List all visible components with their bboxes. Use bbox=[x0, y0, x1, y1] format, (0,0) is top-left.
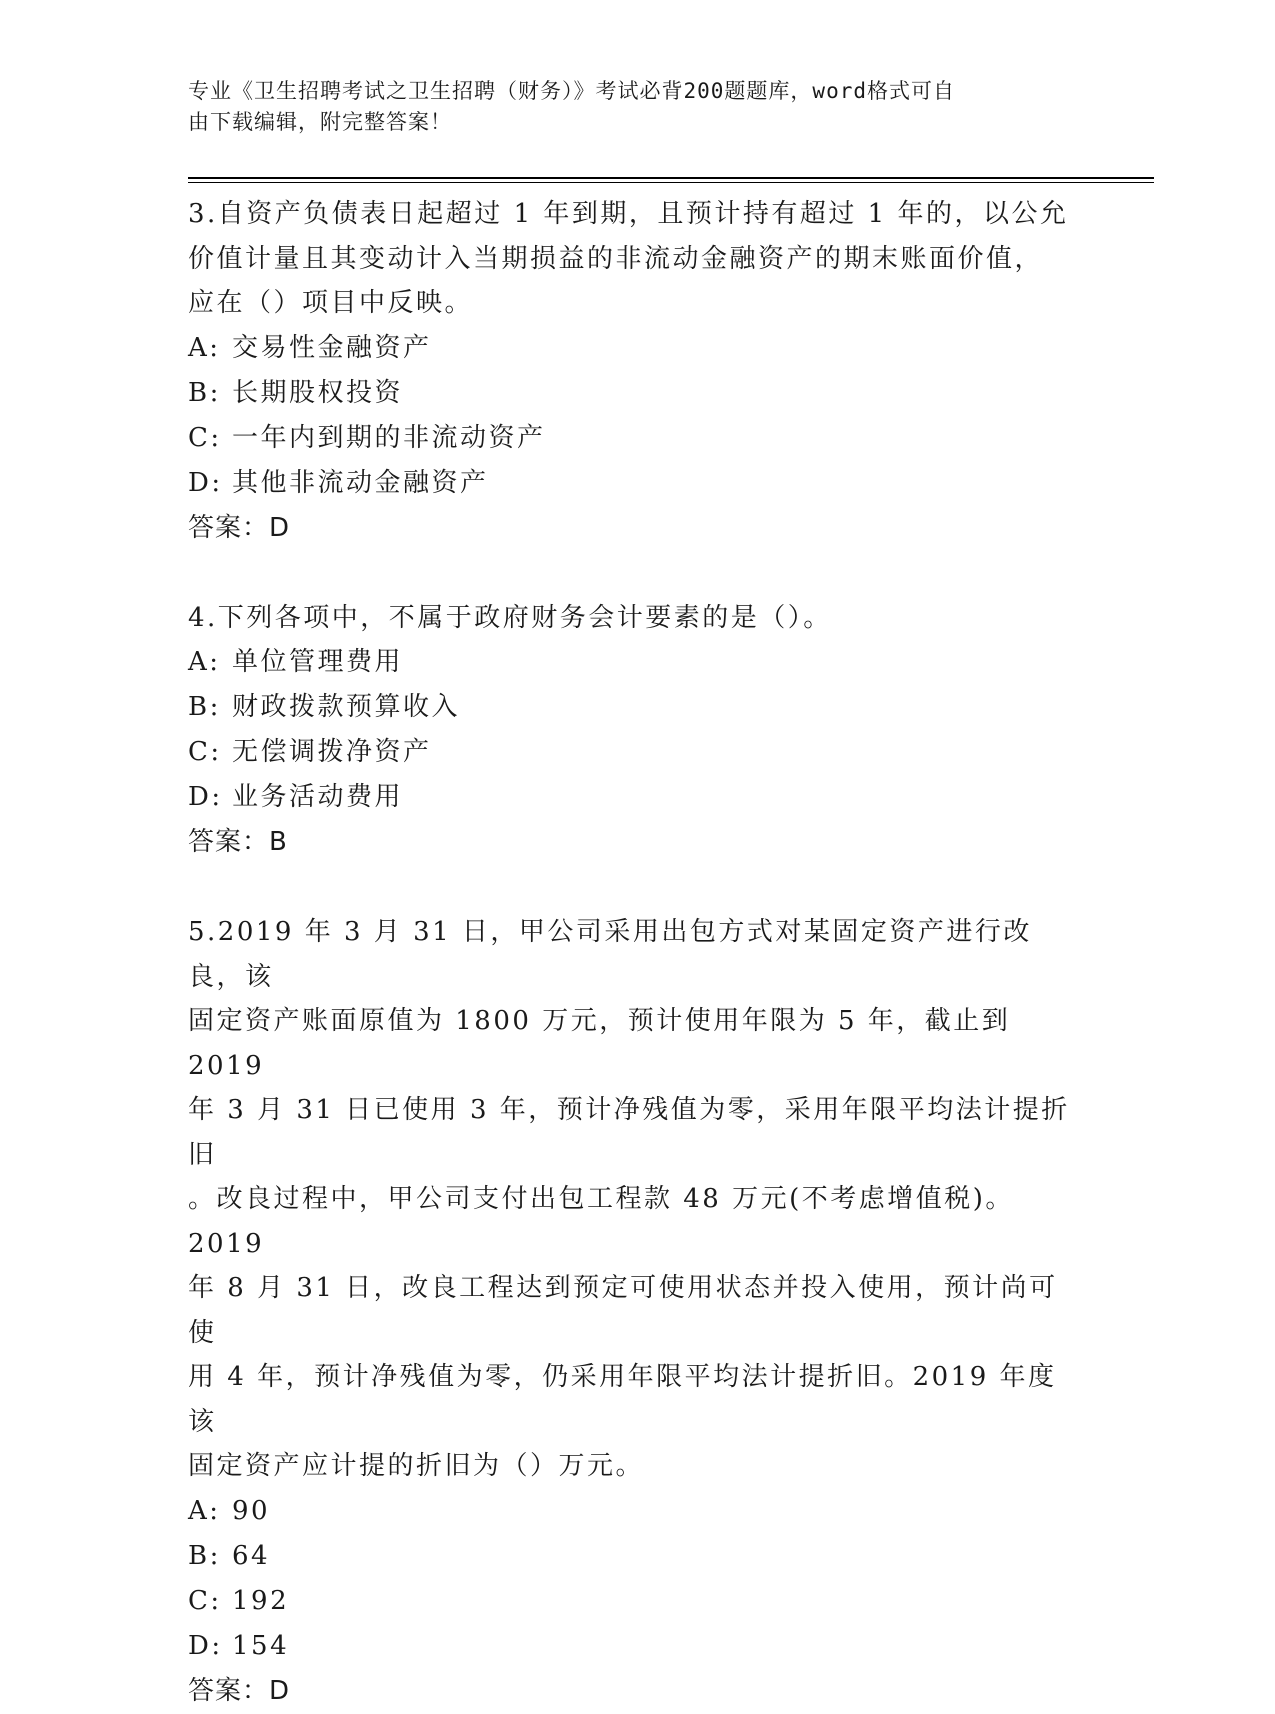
option-c bbox=[188, 1579, 1088, 1624]
option-text: 交易性金融资产 bbox=[232, 332, 432, 363]
question-stem-line: 年 8 月 31 日，改良工程达到预定可使用状态并投入使用，预计尚可使 bbox=[188, 1273, 1058, 1348]
option-text: 一年内到期的非流动资产 bbox=[232, 422, 546, 453]
answer-label: 答案：B bbox=[188, 827, 288, 857]
option-c bbox=[188, 730, 1088, 775]
option-key: B: bbox=[188, 692, 221, 722]
option-key: D: bbox=[188, 1630, 223, 1661]
question-stem-line: 价值计量且其变动计入当期损益的非流动金融资产的期末账面价值， bbox=[188, 243, 1044, 274]
option-key: B: bbox=[188, 1540, 221, 1571]
option-text: 业务活动费用 bbox=[232, 782, 404, 812]
option-key: A: bbox=[188, 647, 221, 677]
option-text: 其他非流动金融资产 bbox=[232, 467, 489, 498]
spacer bbox=[188, 865, 1088, 910]
header-divider-thick bbox=[188, 177, 1154, 179]
answer-label: 答案：D bbox=[188, 512, 291, 543]
option-b bbox=[188, 685, 1088, 730]
question-stem-line: 固定资产应计提的折旧为（）万元。 bbox=[188, 1451, 645, 1481]
option-b bbox=[188, 371, 1088, 416]
header-line-1: 专业《卫生招聘考试之卫生招聘（财务）》考试必背200题题库，word格式可自 bbox=[188, 79, 955, 103]
question-stem bbox=[188, 192, 1078, 326]
option-text: 单位管理费用 bbox=[232, 647, 404, 677]
option-key: B: bbox=[188, 377, 221, 408]
question-stem-line: 固定资产账面原值为 1800 万元，预计使用年限为 5 年，截止到 2019 bbox=[188, 1006, 1011, 1081]
question-stem-line: 4.下列各项中，不属于政府财务会计要素的是（）。 bbox=[188, 602, 832, 633]
option-text: 无偿调拨净资产 bbox=[232, 737, 432, 767]
option-text: 财政拨款预算收入 bbox=[232, 692, 461, 722]
option-a bbox=[188, 1489, 1088, 1534]
question-4 bbox=[188, 596, 1088, 866]
option-key: A: bbox=[188, 1495, 221, 1526]
option-key: C: bbox=[188, 737, 222, 767]
header-divider-thin bbox=[188, 182, 1154, 183]
option-text: 154 bbox=[232, 1630, 290, 1661]
question-5 bbox=[188, 910, 1088, 1714]
option-text: 192 bbox=[232, 1585, 290, 1616]
answer-label: 答案：D bbox=[188, 1675, 291, 1706]
option-b bbox=[188, 1534, 1088, 1579]
option-d bbox=[188, 461, 1088, 506]
document-header bbox=[188, 76, 1068, 138]
question-stem-line: 5.2019 年 3 月 31 日，甲公司采用出包方式对某固定资产进行改良，该 bbox=[188, 917, 1032, 992]
question-stem-line: 应在（）项目中反映。 bbox=[188, 288, 474, 318]
option-d bbox=[188, 1624, 1088, 1669]
question-stem-line: 年 3 月 31 日已使用 3 年，预计净残值为零，采用年限平均法计提折旧 bbox=[188, 1095, 1070, 1170]
option-d bbox=[188, 775, 1088, 820]
question-stem bbox=[188, 910, 1078, 1489]
question-stem bbox=[188, 596, 1078, 641]
option-text: 64 bbox=[232, 1540, 271, 1571]
option-text: 90 bbox=[232, 1495, 271, 1526]
option-a bbox=[188, 640, 1088, 685]
option-key: D: bbox=[188, 782, 223, 812]
option-a bbox=[188, 326, 1088, 371]
question-stem-line: 。改良过程中，甲公司支付出包工程款 48 万元(不考虑增值税)。2019 bbox=[188, 1184, 1014, 1259]
option-key: A: bbox=[188, 332, 221, 363]
header-line-2: 由下载编辑，附完整答案！ bbox=[188, 110, 452, 134]
question-3 bbox=[188, 192, 1088, 551]
option-key: C: bbox=[188, 1585, 222, 1616]
option-key: C: bbox=[188, 422, 222, 453]
question-stem-line: 3.自资产负债表日起超过 1 年到期，且预计持有超过 1 年的，以公允 bbox=[188, 199, 1069, 229]
spacer bbox=[188, 551, 1088, 596]
question-stem-line: 用 4 年，预计净残值为零，仍采用年限平均法计提折旧。2019 年度该 bbox=[188, 1362, 1057, 1437]
option-c bbox=[188, 416, 1088, 461]
option-text: 长期股权投资 bbox=[232, 377, 404, 408]
option-key: D: bbox=[188, 467, 223, 498]
question-list bbox=[188, 192, 1088, 1714]
